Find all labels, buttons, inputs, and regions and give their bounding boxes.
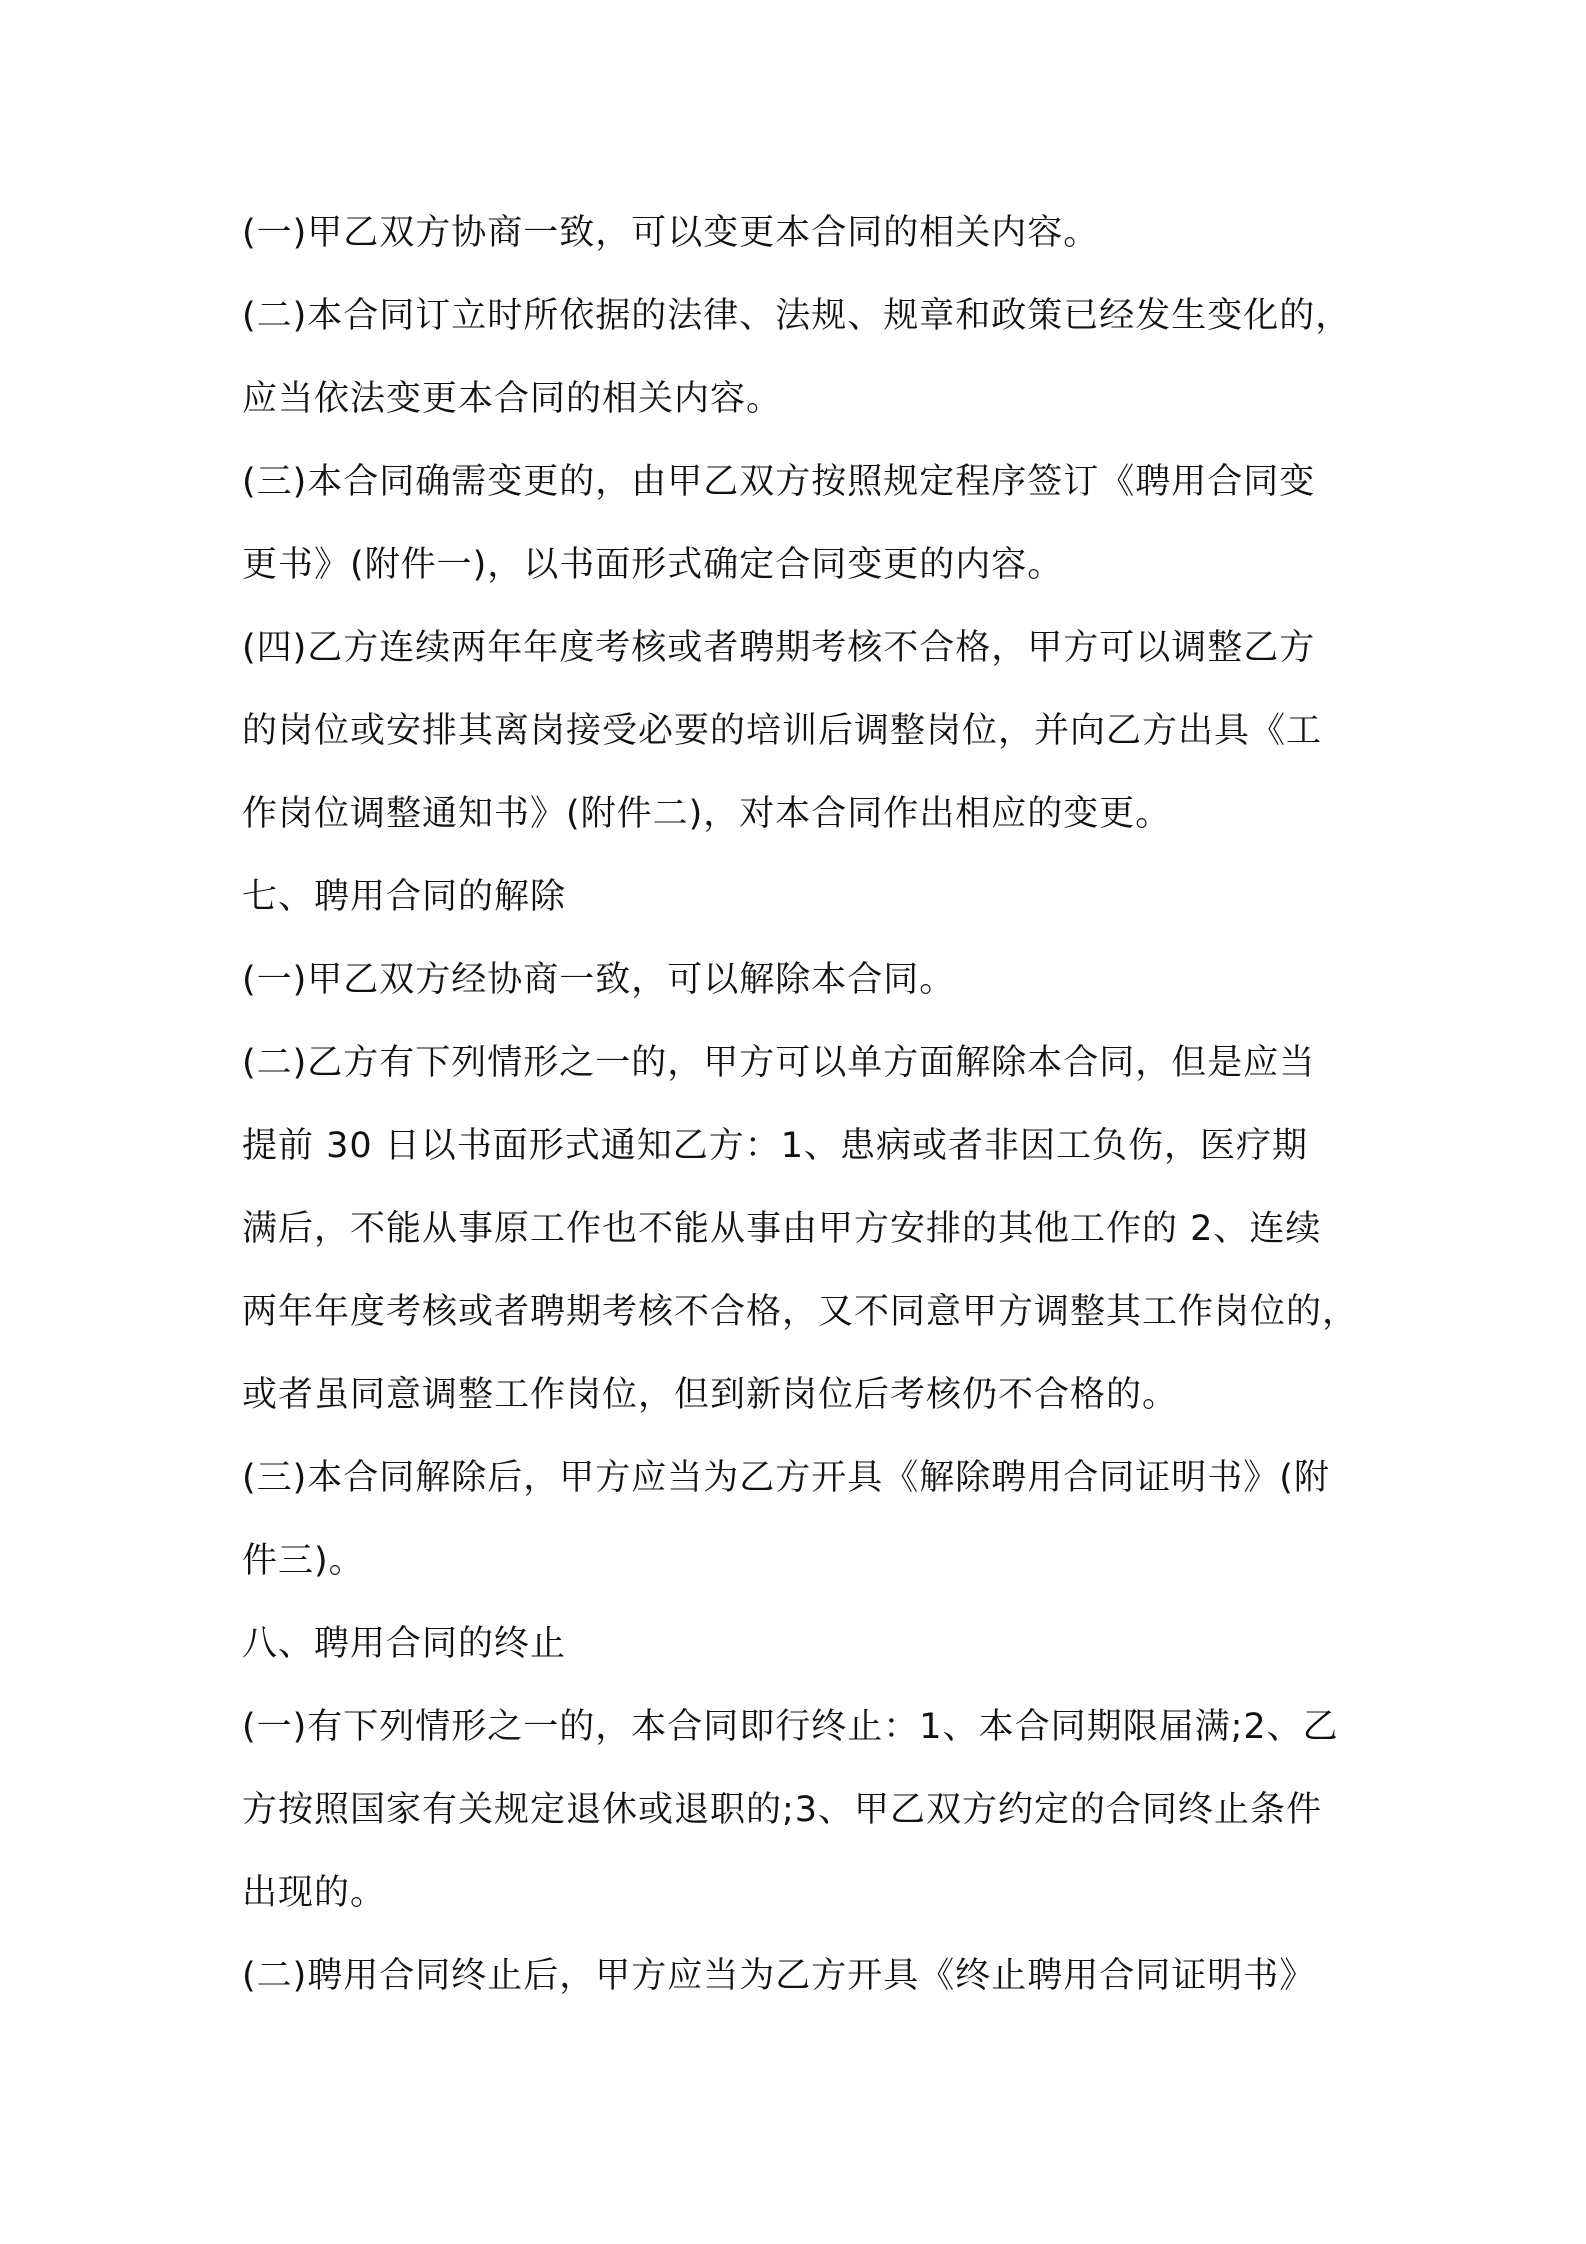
text-line: (一)甲乙双方经协商一致，可以解除本合同。 <box>242 960 956 1000</box>
section-heading: 八、聘用合同的终止 <box>242 1624 567 1664</box>
text-line: 满后，不能从事原工作也不能从事由甲方安排的其他工作的 2、连续 <box>242 1209 1322 1249</box>
text-line: 方按照国家有关规定退休或退职的;3、甲乙双方约定的合同终止条件 <box>242 1790 1323 1830</box>
text-line: (四)乙方连续两年年度考核或者聘期考核不合格，甲方可以调整乙方 <box>242 628 1316 668</box>
text-line: 两年年度考核或者聘期考核不合格，又不同意甲方调整其工作岗位的， <box>242 1292 1359 1332</box>
text-line: 的岗位或安排其离岗接受必要的培训后调整岗位，并向乙方出具《工 <box>242 711 1323 751</box>
text-line: 应当依法变更本合同的相关内容。 <box>242 379 783 419</box>
text-line: 出现的。 <box>242 1873 387 1913</box>
text-line: (三)本合同解除后，甲方应当为乙方开具《解除聘用合同证明书》(附 <box>242 1458 1330 1498</box>
text-line: (三)本合同确需变更的，由甲乙双方按照规定程序签订《聘用合同变 <box>242 462 1316 502</box>
text-line: 提前 30 日以书面形式通知乙方：1、患病或者非因工负伤，医疗期 <box>242 1126 1309 1166</box>
text-line: (一)有下列情形之一的，本合同即行终止：1、本合同期限届满;2、乙 <box>242 1707 1339 1747</box>
text-line: 或者虽同意调整工作岗位，但到新岗位后考核仍不合格的。 <box>242 1375 1179 1415</box>
text-line: (二)本合同订立时所依据的法律、法规、规章和政策已经发生变化的， <box>242 296 1352 336</box>
text-line: 件三)。 <box>242 1541 365 1581</box>
text-line: (一)甲乙双方协商一致，可以变更本合同的相关内容。 <box>242 213 1100 253</box>
text-line: 作岗位调整通知书》(附件二)，对本合同作出相应的变更。 <box>242 794 1172 834</box>
section-heading: 七、聘用合同的解除 <box>242 877 567 917</box>
text-line: (二)乙方有下列情形之一的，甲方可以单方面解除本合同，但是应当 <box>242 1043 1316 1083</box>
document-body <box>242 192 1372 2018</box>
text-line: 更书》(附件一)，以书面形式确定合同变更的内容。 <box>242 545 1064 585</box>
text-line: (二)聘用合同终止后，甲方应当为乙方开具《终止聘用合同证明书》 <box>242 1956 1316 1996</box>
